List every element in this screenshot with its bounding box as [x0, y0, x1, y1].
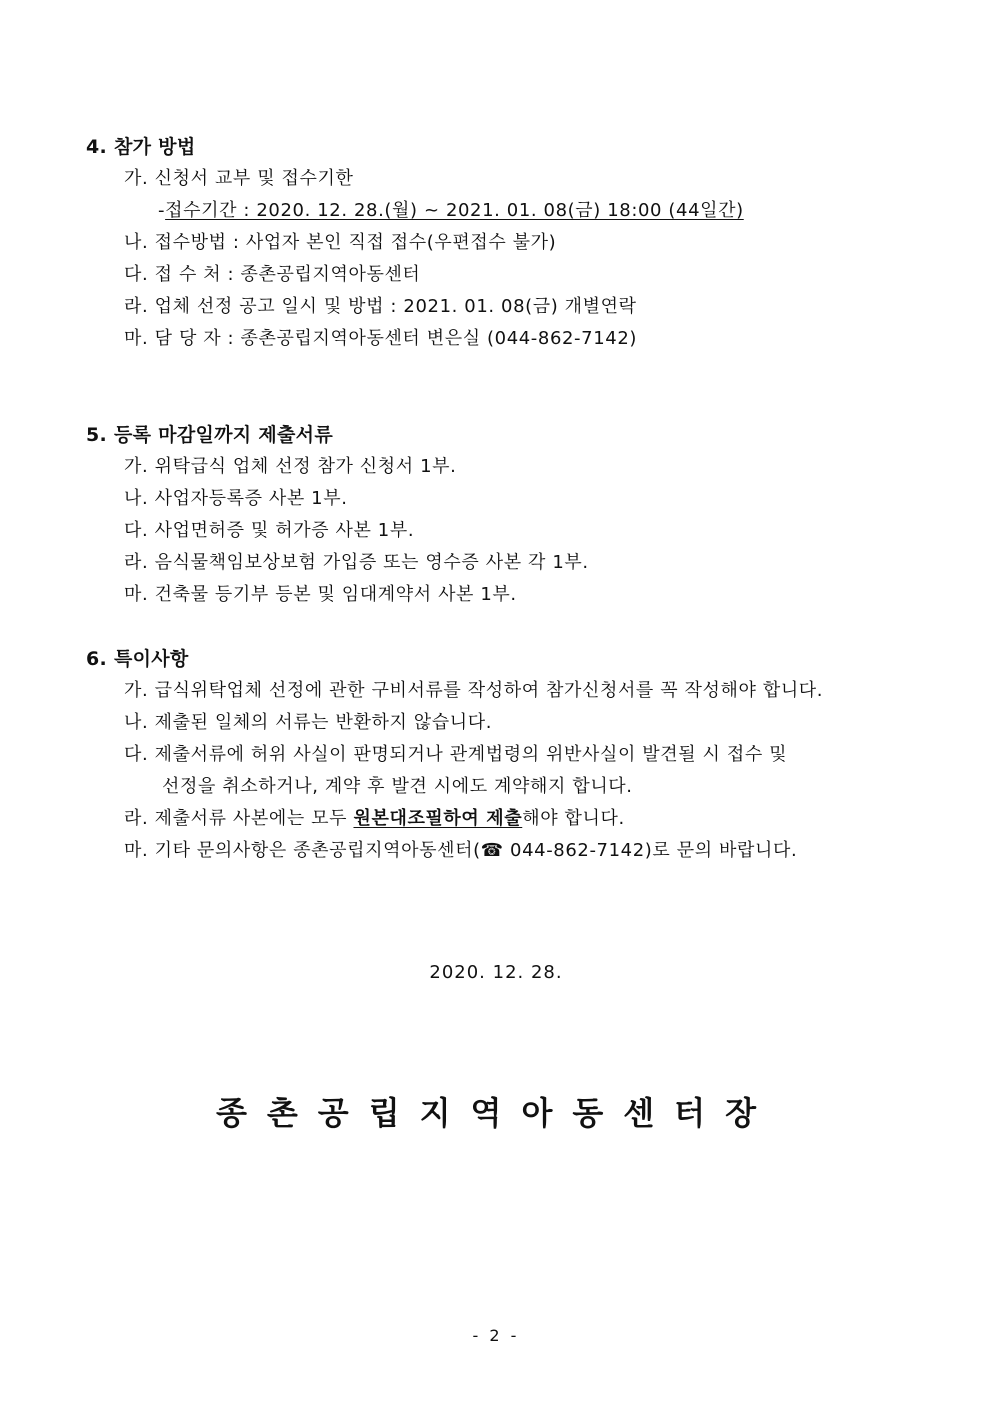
s6-line-4-part-c: 해야 합니다.	[522, 808, 625, 829]
signer-title: 종촌공립지역아동센터장	[215, 1094, 777, 1132]
document-date: 2020. 12. 28.	[429, 962, 563, 983]
s4-line-4: 다. 접 수 처 : 종촌공립지역아동센터	[124, 264, 421, 285]
s6-line-2: 나. 제출된 일체의 서류는 반환하지 않습니다.	[124, 712, 493, 733]
section-5-title: 5. 등록 마감일까지 제출서류	[86, 424, 333, 446]
s6-line-4-part-a: 라. 제출서류 사본에는 모두	[124, 808, 354, 829]
s6-line-4	[124, 804, 625, 830]
s4-line-1: 가. 신청서 교부 및 접수기한	[124, 168, 354, 189]
s6-line-5-part-b: 044-862-7142)로 문의 바랍니다.	[503, 840, 798, 861]
s6-line-5-part-a: 마. 기타 문의사항은 종촌공립지역아동센터(	[124, 840, 481, 861]
s5-line-5: 마. 건축물 등기부 등본 및 임대계약서 사본 1부.	[124, 584, 517, 605]
s6-line-3: 다. 제출서류에 허위 사실이 판명되거나 관계법령의 위반사실이 발견될 시 접수 및	[124, 744, 788, 765]
s4-line-2	[158, 196, 744, 222]
s4-line-3: 나. 접수방법 : 사업자 본인 직접 접수(우편접수 불가)	[124, 232, 557, 253]
dash: -	[158, 200, 166, 221]
s5-line-4: 라. 음식물책임보상보험 가입증 또는 영수증 사본 각 1부.	[124, 552, 589, 573]
s6-line-5	[124, 836, 797, 862]
phone-icon: ☎	[480, 840, 504, 861]
section-4-title: 4. 참가 방법	[86, 136, 196, 158]
s6-line-3-cont: 선정을 취소하거나, 계약 후 발견 시에도 계약해지 합니다.	[162, 776, 633, 797]
s5-line-3: 다. 사업면허증 및 허가증 사본 1부.	[124, 520, 415, 541]
page-number: - 2 -	[472, 1326, 520, 1345]
original-copy-emphasis: 원본대조필하여 제출	[353, 808, 523, 829]
receipt-period: 접수기간 : 2020. 12. 28.(월) ~ 2021. 01. 08(금) 18:00 (44일간)	[165, 200, 744, 221]
section-6-title: 6. 특이사항	[86, 648, 189, 670]
s4-line-5: 라. 업체 선정 공고 일시 및 방법 : 2021. 01. 08(금) 개별연락	[124, 296, 637, 317]
s4-line-6: 마. 담 당 자 : 종촌공립지역아동센터 변은실 (044-862-7142)	[124, 328, 637, 349]
s5-line-2: 나. 사업자등록증 사본 1부.	[124, 488, 348, 509]
s5-line-1: 가. 위탁급식 업체 선정 참가 신청서 1부.	[124, 456, 457, 477]
s6-line-1: 가. 급식위탁업체 선정에 관한 구비서류를 작성하여 참가신청서를 꼭 작성해야 합니다.	[124, 680, 824, 701]
